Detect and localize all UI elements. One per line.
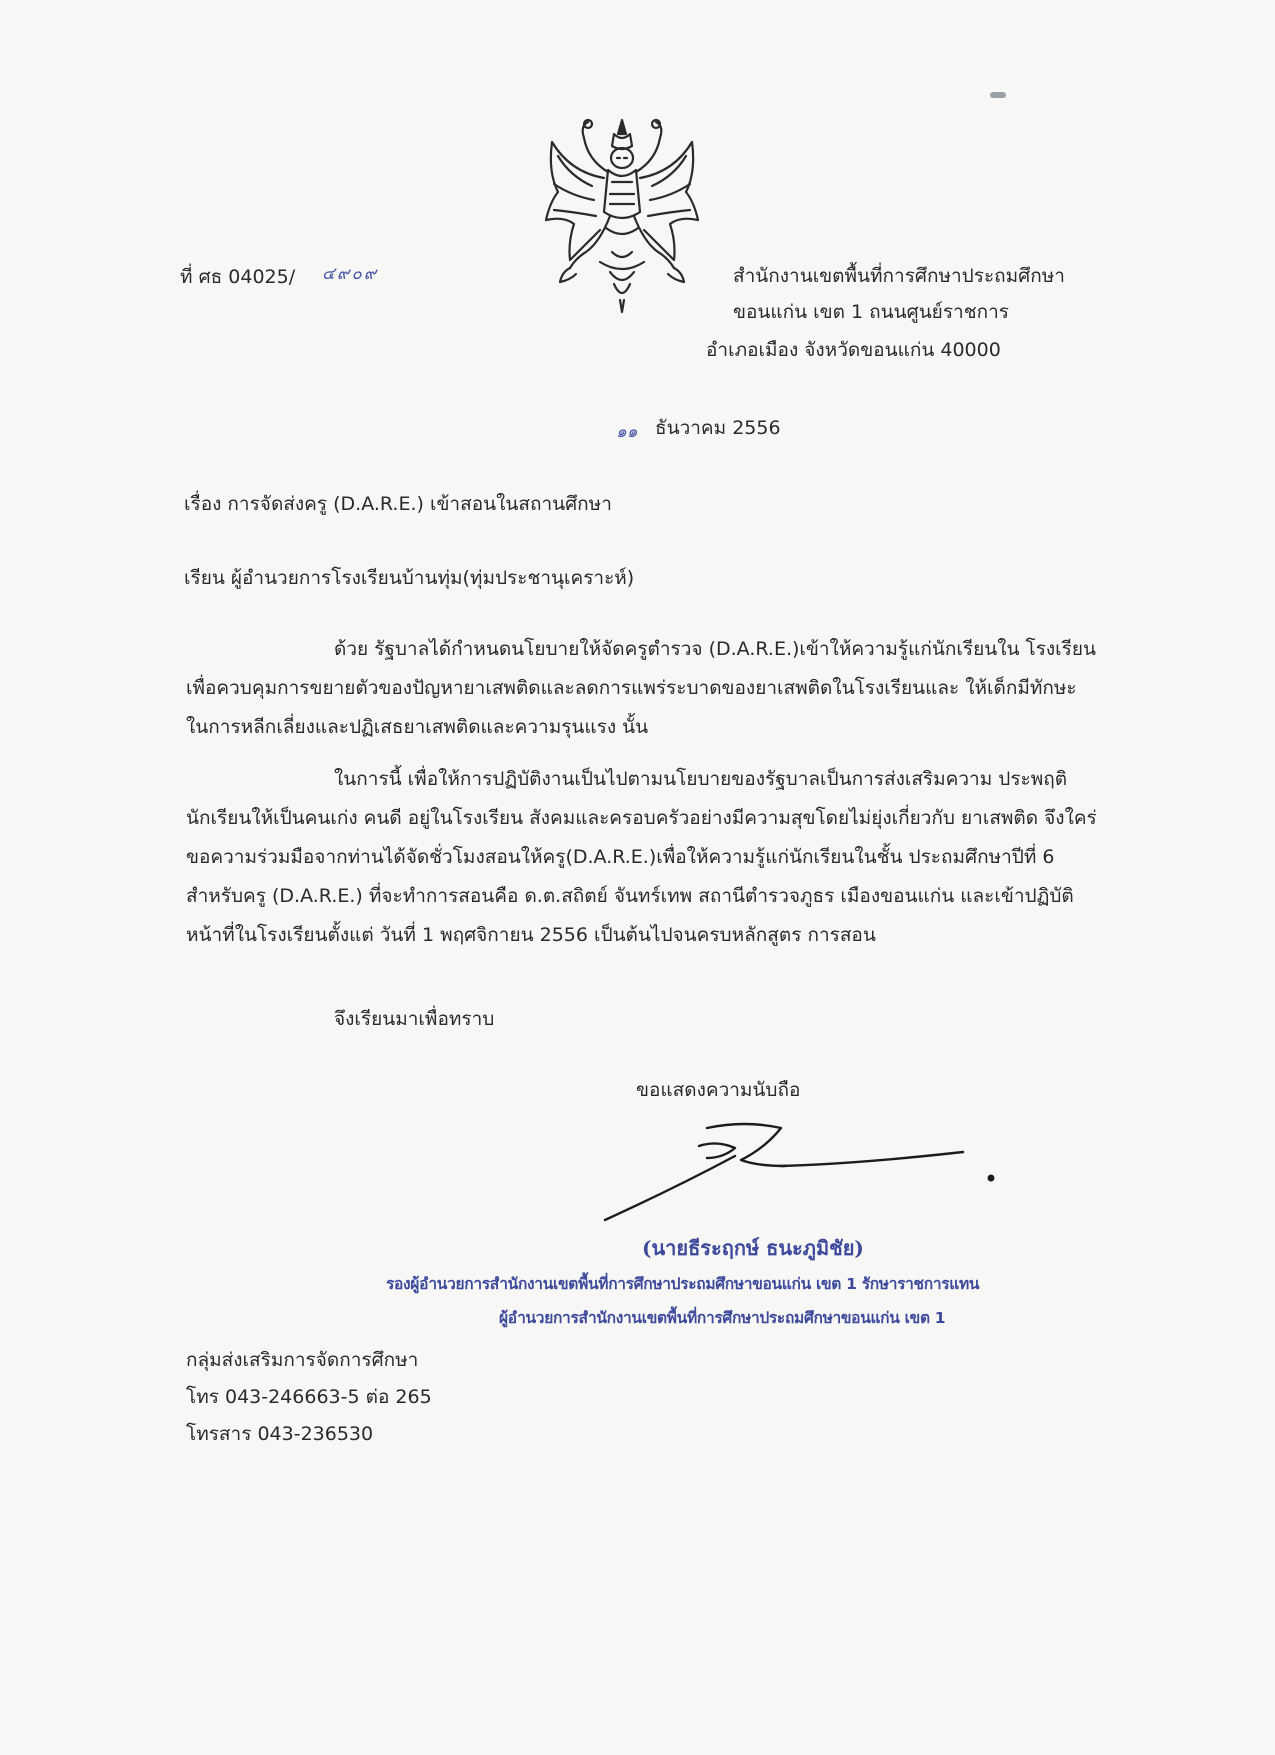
- scan-speck: [990, 92, 1006, 98]
- signer-name: (นายธีระฤกษ์ ธนะภูมิชัย): [642, 1236, 864, 1260]
- recipient-line: เรียน ผู้อำนวยการโรงเรียนบ้านทุ่ม(ทุ่มประชานุเคราะห์): [184, 567, 635, 589]
- body-paragraph-2-text: ในการนี้ เพื่อให้การปฏิบัติงานเป็นไปตามนโยบายของรัฐบาลเป็นการส่งเสริมความ ประพฤตินักเรียนให้เป็นคนเก่ง คนดี อยู่ในโรงเรียน สังคมและครอบครัวอย่างมีความสุขโดยไม่ยุ่งเกี่ยวกับ ยาเสพติด จึงใคร่ขอความร่วมมือจากท่านได้จัดชั่วโมงสอนให้ครู(D.A.R.E.)เพื่อให้ความรู้แก่นักเรียนในชั้น ประถมศึกษาปีที่ 6 สำหรับครู (D.A.R.E.) ที่จะทำการสอนคือ ด.ต.สถิตย์ จันทร์เทพ สถานีตำรวจภูธร เมืองขอนแก่น และเข้าปฏิบัติหน้าที่ในโรงเรียนตั้งแต่ วันที่ 1 พฤศจิกายน 2556 เป็นต้นไปจนครบหลักสูตร การสอน: [186, 768, 1097, 946]
- body-paragraph-1-text: ด้วย รัฐบาลได้กำหนดนโยบายให้จัดครูตำรวจ (D.A.R.E.)เข้าให้ความรู้แก่นักเรียนใน โรงเรียนเพื่อควบคุมการขยายตัวของปัญหายาเสพติดและลดการแพร่ระบาดของยาเสพติดในโรงเรียนและ ให้เด็กมีทักษะในการหลีกเลี่ยงและปฏิเสธยาเสพติดและความรุนแรง นั้น: [186, 638, 1097, 738]
- reference-label: ที่ ศธ 04025/: [180, 266, 296, 288]
- reference-number-handwritten: ๔๙๐๙: [322, 264, 379, 284]
- handwritten-signature: [595, 1118, 995, 1228]
- signer-title-line-2: ผู้อำนวยการสำนักงานเขตพื้นที่การศึกษาประถมศึกษาขอนแก่น เขต 1: [499, 1309, 946, 1327]
- garuda-emblem-icon: [540, 112, 705, 317]
- body-paragraph-2: [186, 760, 1098, 955]
- department-name: กลุ่มส่งเสริมการจัดการศึกษา: [186, 1349, 419, 1371]
- body-paragraph-1: [186, 630, 1098, 747]
- agency-name: สำนักงานเขตพื้นที่การศึกษาประถมศึกษา: [733, 265, 1065, 287]
- letter-date: ธันวาคม 2556: [655, 417, 781, 439]
- fax-number: โทรสาร 043-236530: [186, 1423, 374, 1445]
- agency-address-line: ขอนแก่น เขต 1 ถนนศูนย์ราชการ: [733, 301, 1009, 323]
- closing-line: จึงเรียนมาเพื่อทราบ: [334, 1008, 495, 1030]
- agency-city-line: อำเภอเมือง จังหวัดขอนแก่น 40000: [706, 339, 1001, 361]
- date-day-handwritten: ๑๑: [616, 422, 638, 442]
- phone-number: โทร 043-246663-5 ต่อ 265: [186, 1386, 432, 1408]
- subject-line: เรื่อง การจัดส่งครู (D.A.R.E.) เข้าสอนในสถานศึกษา: [184, 493, 612, 515]
- signer-title-line-1: รองผู้อำนวยการสำนักงานเขตพื้นที่การศึกษาประถมศึกษาขอนแก่น เขต 1 รักษาราชการแทน: [386, 1275, 980, 1293]
- salutation: ขอแสดงความนับถือ: [636, 1079, 801, 1101]
